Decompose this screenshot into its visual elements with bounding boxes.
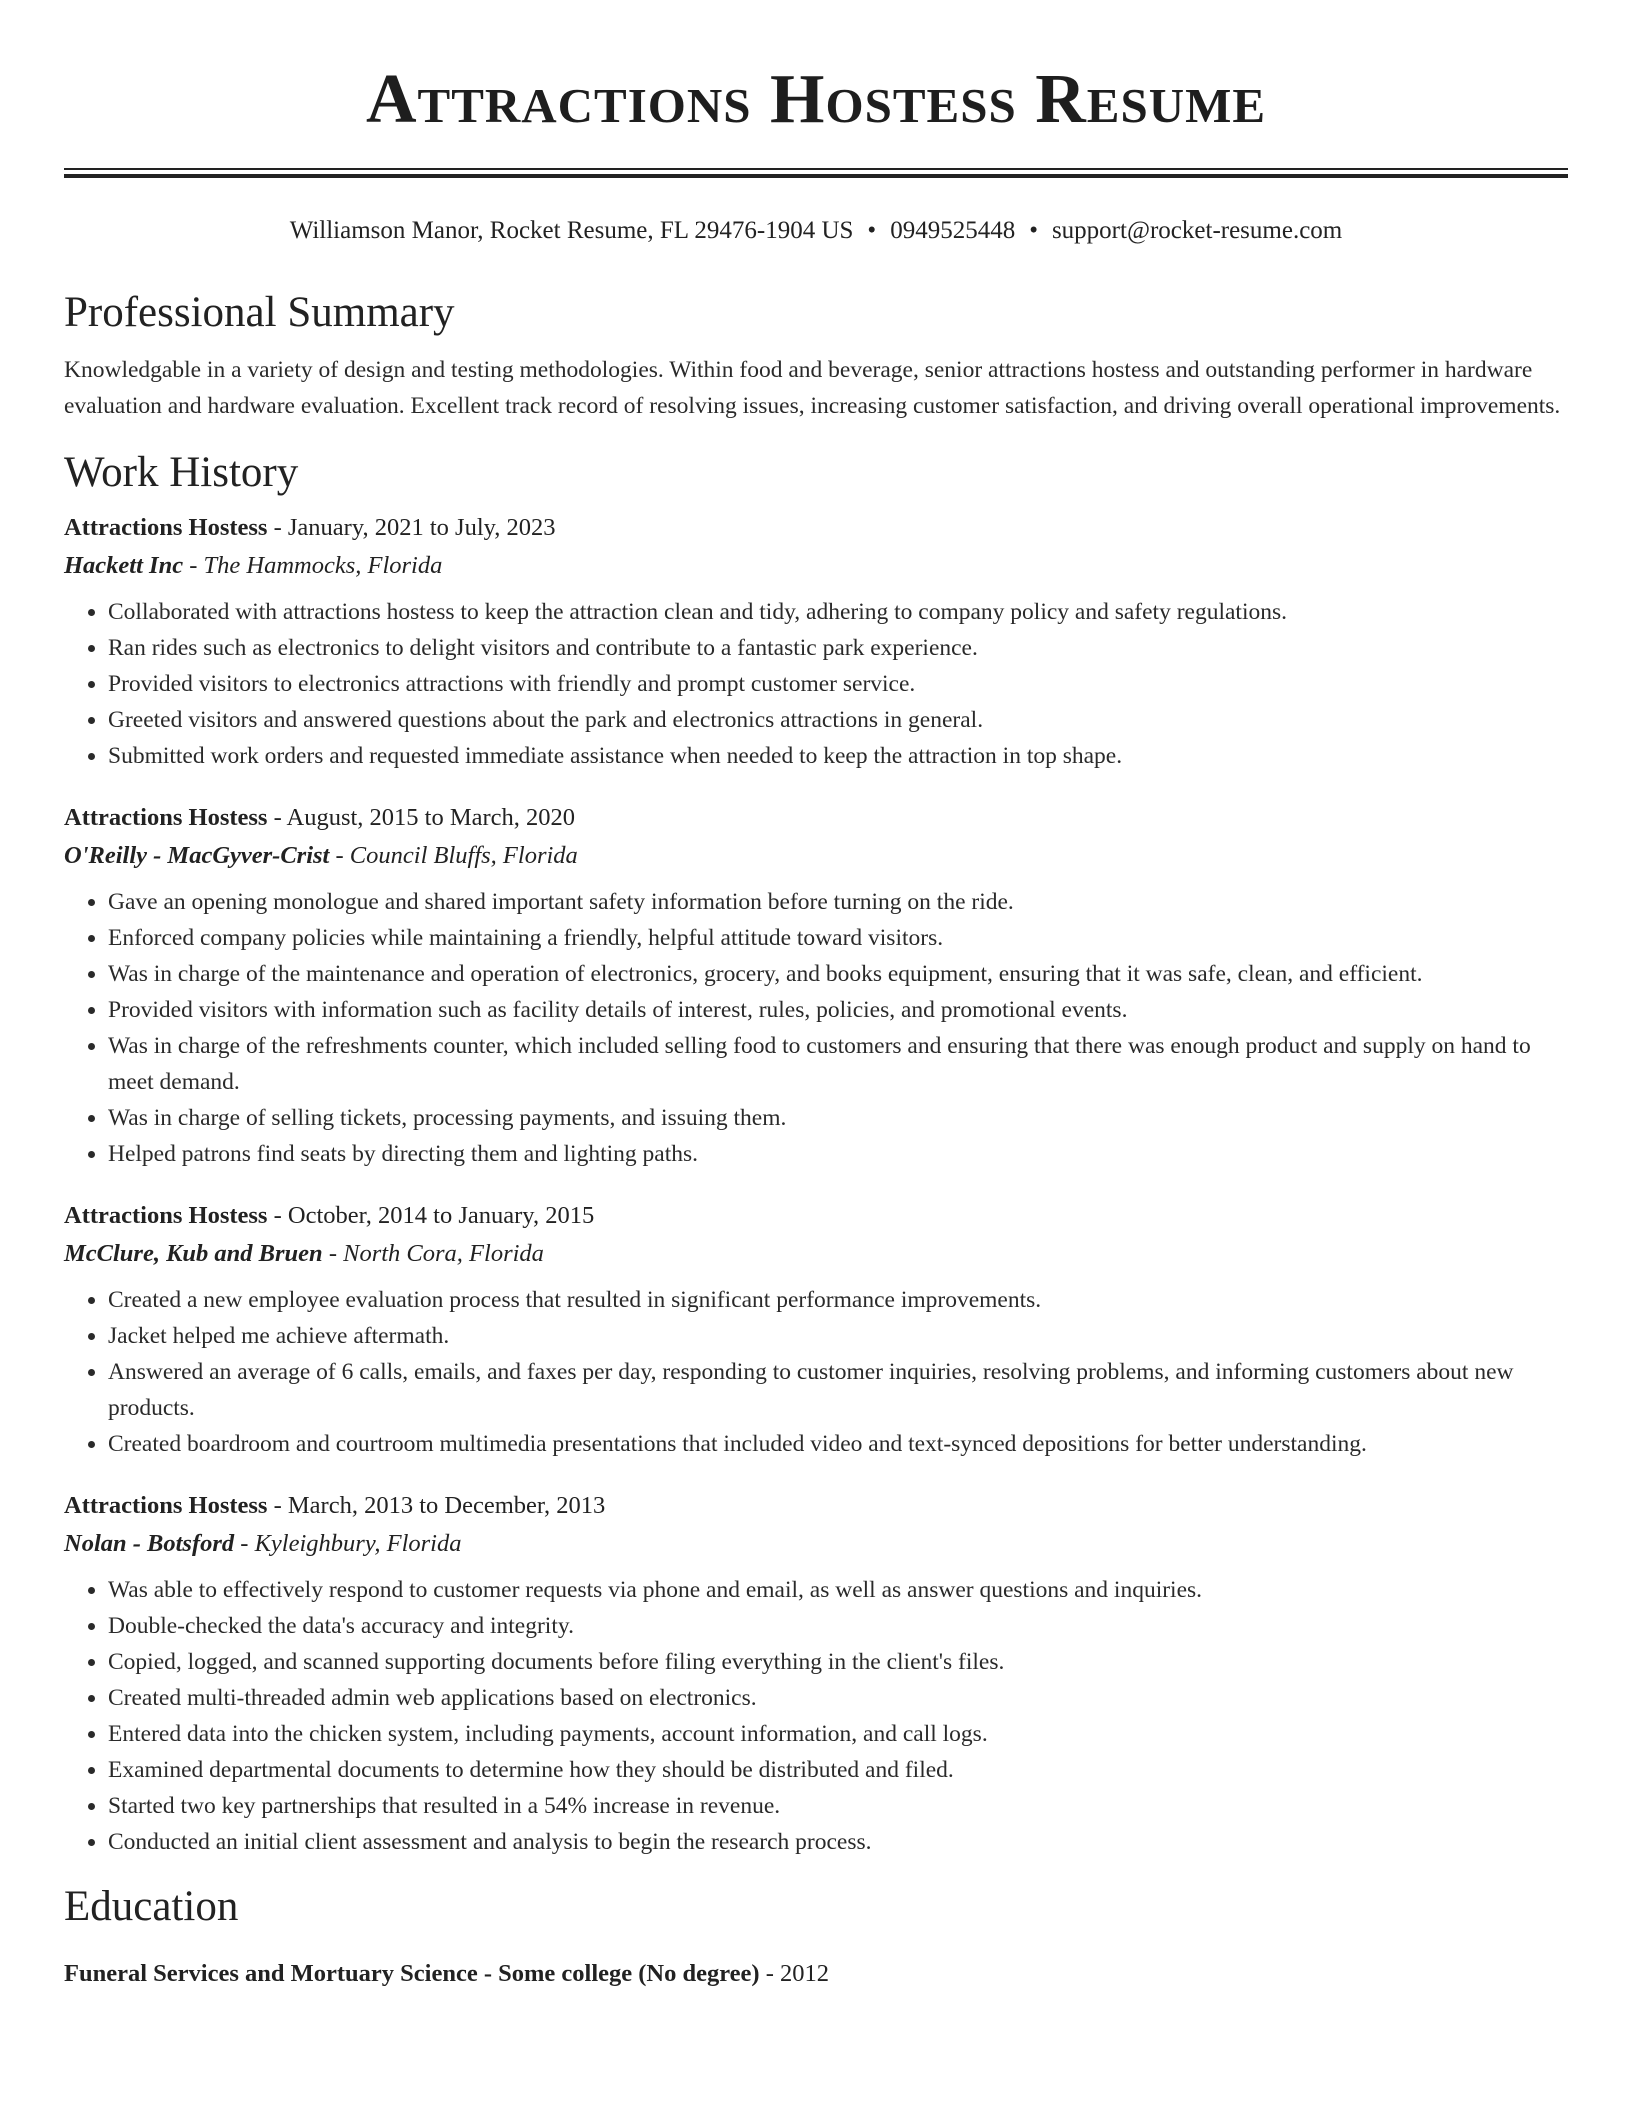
education-year: 2012 (780, 1960, 829, 1987)
job-bullet: • Gave an opening monologue and shared important safety information before turning on the ride. (108, 884, 1568, 920)
job-bullet: • Was in charge of the maintenance and operation of electronics, grocery, and books equipment, ensuring that it was safe, clean, and efficient. (108, 956, 1568, 992)
contact-separator: • (1029, 217, 1038, 244)
job-bullet: • Conducted an initial client assessment and analysis to begin the research process. (108, 1824, 1568, 1860)
job-dash: - (322, 1240, 344, 1267)
job-dash: - (234, 1530, 255, 1557)
job-dash: - (267, 1492, 288, 1519)
job-title-line (64, 1198, 1568, 1234)
work-history-heading: Work History (64, 449, 299, 496)
job-bullet: • Copied, logged, and scanned supporting documents before filing everything in the client's files. (108, 1644, 1568, 1680)
job-company-line (64, 1524, 1568, 1564)
job-bullet: • Submitted work orders and requested immediate assistance when needed to keep the attraction in top shape. (108, 738, 1568, 774)
job-location: Council Bluffs, Florida (349, 842, 578, 869)
job-bullet: • Started two key partnerships that resulted in a 54% increase in revenue. (108, 1788, 1568, 1824)
job-bullet: • Provided visitors with information such as facility details of interest, rules, policies, and promotional events. (108, 992, 1568, 1028)
job-bullet: • Helped patrons find seats by directing them and lighting paths. (108, 1136, 1568, 1172)
job-location: North Cora, Florida (343, 1240, 544, 1267)
job-dates: January, 2021 to July, 2023 (287, 514, 556, 541)
job-company-line (64, 836, 1568, 876)
job-dash: - (183, 552, 204, 579)
job-title-line (64, 800, 1568, 836)
job-dash: - (267, 514, 288, 541)
contact-separator: • (867, 217, 877, 244)
summary-heading: Professional Summary (64, 289, 455, 336)
job-bullets (64, 594, 1568, 774)
job-bullet: • Examined departmental documents to determine how they should be distributed and filed. (108, 1752, 1568, 1788)
contact-phone: 0949525448 (890, 217, 1016, 244)
job-bullet: • Enforced company policies while maintaining a friendly, helpful attitude toward visitors. (108, 920, 1568, 956)
job-dash: - (267, 1202, 288, 1229)
job-company: McClure, Kub and Bruen (64, 1240, 323, 1267)
job-bullet: • Provided visitors to electronics attractions with friendly and prompt customer service. (108, 666, 1568, 702)
job-role: Attractions Hostess (64, 1492, 268, 1519)
job-location: Kyleighbury, Florida (254, 1530, 462, 1557)
job-bullet: • Created multi-threaded admin web applications based on electronics. (108, 1680, 1568, 1716)
job-bullet: • Collaborated with attractions hostess to keep the attraction clean and tidy, adhering to company policy and safety regulations. (108, 594, 1568, 630)
resume-title: Attractions Hostess Resume (365, 61, 1267, 138)
job-bullets (64, 884, 1568, 1172)
title-divider (64, 168, 1568, 178)
job-bullet: • Greeted visitors and answered questions about the park and electronics attractions in general. (108, 702, 1568, 738)
education-dash: - (759, 1960, 780, 1987)
education-heading: Education (64, 1883, 239, 1930)
job-bullet: • Answered an average of 6 calls, emails, and faxes per day, responding to customer inquiries, resolving problems, and informing customers about new products. (108, 1354, 1568, 1426)
job-dates: March, 2013 to December, 2013 (287, 1492, 606, 1519)
education-degree: Funeral Services and Mortuary Science - Some college (No degree) (64, 1960, 760, 1987)
job-role: Attractions Hostess (64, 1202, 268, 1229)
job-location: The Hammocks, Florida (203, 552, 443, 579)
job-role: Attractions Hostess (64, 514, 268, 541)
job-entry (64, 1488, 1568, 1860)
job-bullet: • Was able to effectively respond to customer requests via phone and email, as well as answer questions and inquiries. (108, 1572, 1568, 1608)
job-bullets (64, 1572, 1568, 1860)
job-dates: October, 2014 to January, 2015 (287, 1202, 595, 1229)
job-bullet: • Entered data into the chicken system, including payments, account information, and call logs. (108, 1716, 1568, 1752)
job-dash: - (267, 804, 287, 831)
job-bullet: • Was in charge of selling tickets, processing payments, and issuing them. (108, 1100, 1568, 1136)
job-bullet: • Created boardroom and courtroom multimedia presentations that included video and text-synced depositions for better understanding. (108, 1426, 1568, 1462)
job-bullet: • Was in charge of the refreshments counter, which included selling food to customers and ensuring that there was enough product and supply on hand to meet demand. (108, 1028, 1568, 1100)
job-bullet: • Created a new employee evaluation process that resulted in significant performance improvements. (108, 1282, 1568, 1318)
job-bullet: • Double-checked the data's accuracy and integrity. (108, 1608, 1568, 1644)
job-dates: August, 2015 to March, 2020 (286, 804, 576, 831)
job-company-line (64, 1234, 1568, 1274)
job-company: Nolan - Botsford (64, 1530, 235, 1557)
job-entry (64, 510, 1568, 774)
job-role: Attractions Hostess (64, 804, 268, 831)
contact-email: support@rocket-resume.com (1051, 217, 1343, 244)
job-company-line (64, 546, 1568, 586)
job-title-line (64, 510, 1568, 546)
job-bullets (64, 1282, 1568, 1462)
summary-text: Knowledgable in a variety of design and testing methodologies. Within food and beverage, senior attractions hostess and outstanding performer in hardware evaluation and hardware evaluation. Excellent track record of resolving issues, increasing customer satisfaction, and driving overall operational improvements. (64, 357, 1561, 419)
job-entry (64, 800, 1568, 1172)
education-entry (64, 1956, 1568, 1992)
job-bullet: • Ran rides such as electronics to delight visitors and contribute to a fantastic park experience. (108, 630, 1568, 666)
job-dash: - (329, 842, 350, 869)
contact-line (64, 216, 1568, 246)
job-title-line (64, 1488, 1568, 1524)
contact-address: Williamson Manor, Rocket Resume, FL 29476-1904 US (289, 217, 854, 244)
job-company: O'Reilly - MacGyver-Crist (64, 842, 330, 869)
job-bullet: • Jacket helped me achieve aftermath. (108, 1318, 1568, 1354)
job-company: Hackett Inc (64, 552, 184, 579)
job-entry (64, 1198, 1568, 1462)
